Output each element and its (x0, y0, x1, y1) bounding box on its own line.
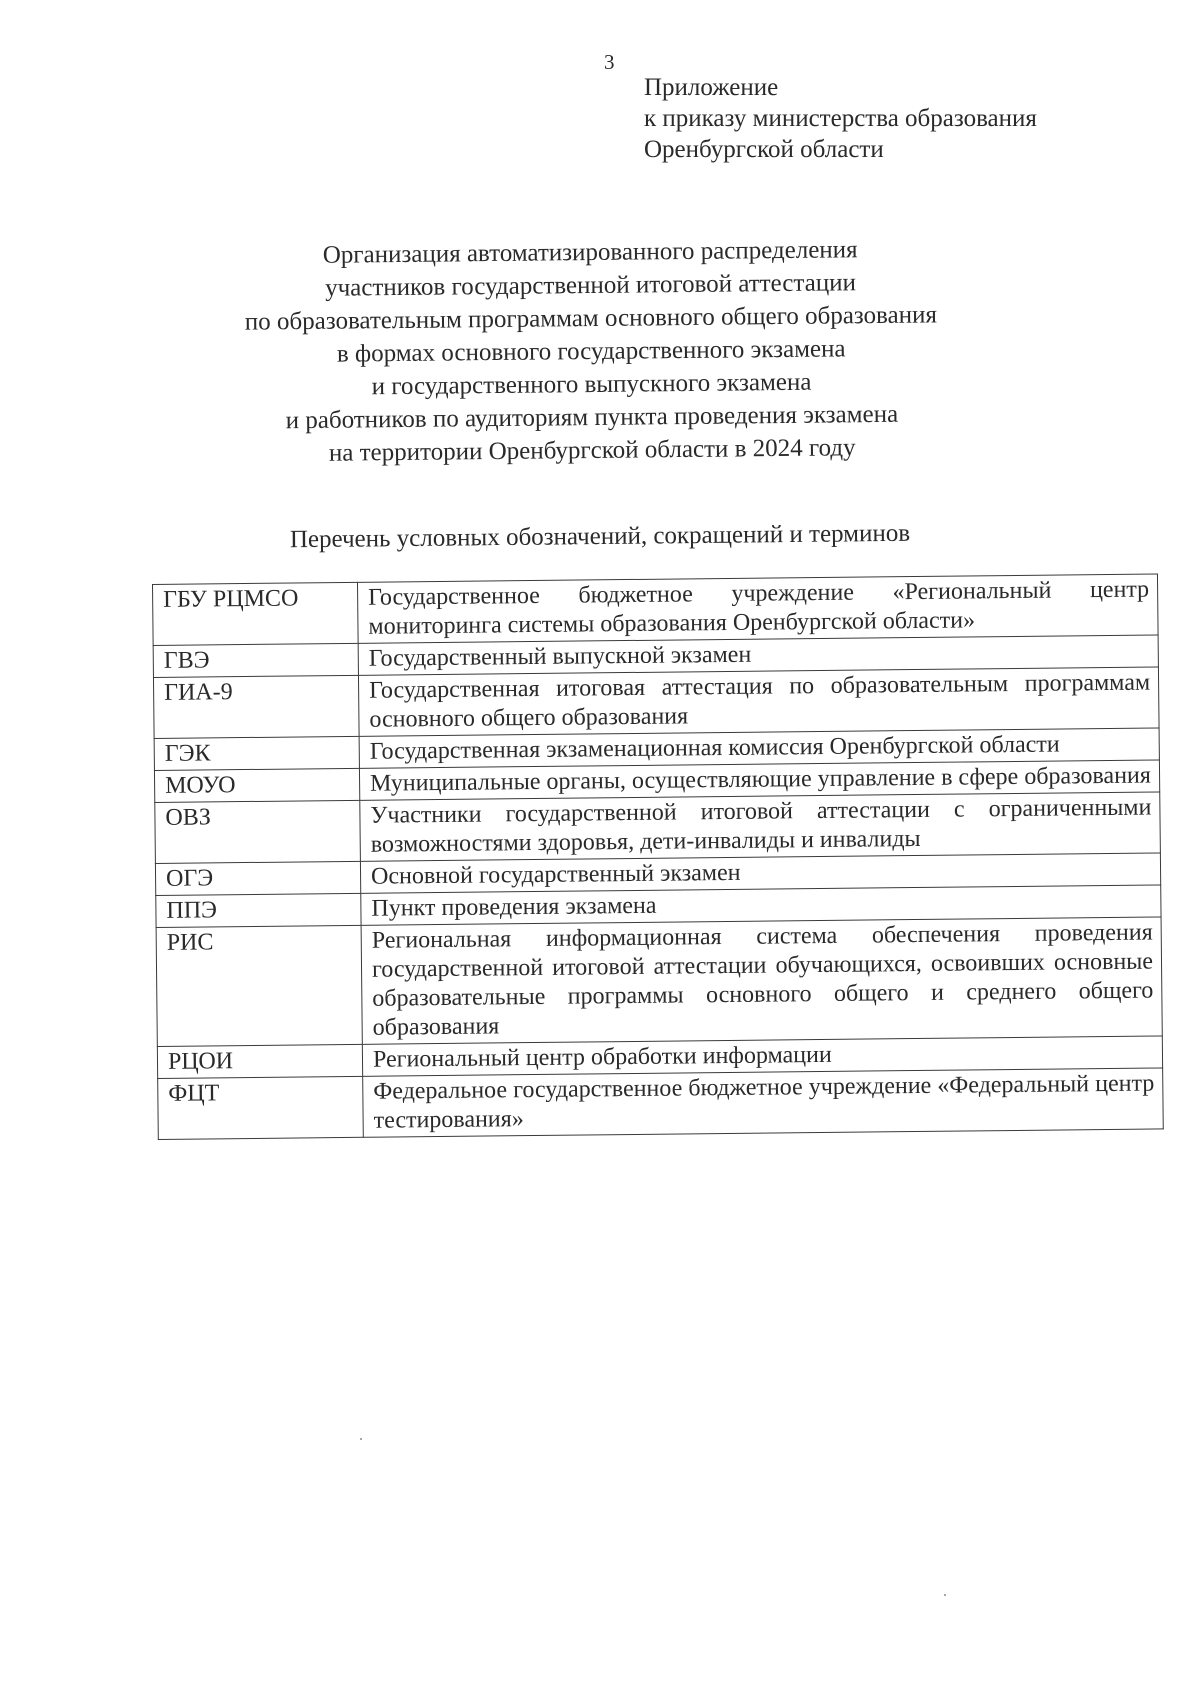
definition-cell: Участники государственной итоговой аттестации с ограниченными возможностями здоровья, дети-инвалиды и инвалиды (360, 792, 1161, 861)
abbreviations-table-wrap (152, 573, 1164, 1140)
table-row (156, 917, 1162, 1047)
definition-cell: Федеральное государственное бюджетное учреждение «Федеральный центр тестирования» (363, 1068, 1164, 1137)
appendix-line: к приказу министерства образования (644, 105, 1037, 132)
title-line: и государственного выпускного экзамена (371, 368, 812, 401)
definition-cell: Государственный выпускной экзамен (358, 635, 1158, 675)
scan-speck (360, 1438, 362, 1440)
page-number: 3 (604, 50, 615, 74)
scan-speck (944, 1594, 946, 1596)
definition-cell: Региональная информационная система обеспечения проведения государственной итоговой аттестации обучающихся, освоивших основные образовательные программы основного общего и среднего общего образования (361, 917, 1162, 1044)
abbreviation-cell: МОУО (154, 768, 359, 802)
abbreviation-cell: ГБУ РЦМСО (153, 582, 359, 645)
title-line: Организация автоматизированного распределения (322, 236, 858, 269)
definition-cell: Пункт проведения экзамена (361, 885, 1161, 925)
title-line: в формах основного государственного экзамена (336, 335, 846, 368)
title-line: на территории Оренбургской области в 2024 году (328, 434, 856, 467)
abbreviation-cell: ОВЗ (155, 800, 361, 863)
definition-cell: Муниципальные органы, осуществляющие управление в сфере образования (359, 760, 1159, 800)
definition-cell: Государственная итоговая аттестация по образовательным программам основного общего образования (358, 667, 1159, 736)
abbreviation-cell: ГИА-9 (153, 675, 359, 738)
abbreviation-cell: РЦОИ (157, 1044, 362, 1078)
table-row (155, 792, 1161, 864)
title-line: и работников по аудиториям пункта проведения экзамена (285, 400, 899, 435)
abbreviation-cell: ОГЭ (155, 861, 360, 895)
appendix-line: Приложение (644, 74, 779, 101)
abbreviation-cell: РИС (156, 925, 362, 1046)
table-row (158, 1068, 1164, 1140)
abbreviation-cell: ППЭ (156, 893, 361, 927)
table-heading: Перечень условных обозначений, сокращений и терминов (289, 519, 911, 554)
abbreviation-cell: ГЭК (154, 736, 359, 770)
abbreviation-cell: ФЦТ (158, 1076, 364, 1139)
document-title (180, 232, 1002, 472)
abbreviation-cell: ГВЭ (153, 643, 358, 677)
title-line: по образовательным программам основного общего образования (244, 301, 938, 336)
definition-cell: Государственная экзаменационная комиссия Оренбургской области (359, 728, 1159, 768)
definition-cell: Государственное бюджетное учреждение «Региональный центр мониторинга системы образования Оренбургской области» (357, 574, 1158, 643)
table-row (153, 667, 1159, 739)
table-row (153, 574, 1159, 646)
appendix-header (644, 72, 1037, 165)
title-line: участников государственной итоговой аттестации (325, 269, 857, 302)
definition-cell: Основной государственный экзамен (360, 853, 1160, 893)
appendix-line: Оренбургской области (644, 136, 884, 163)
definition-cell: Региональный центр обработки информации (362, 1036, 1162, 1076)
abbreviations-table (152, 573, 1164, 1140)
